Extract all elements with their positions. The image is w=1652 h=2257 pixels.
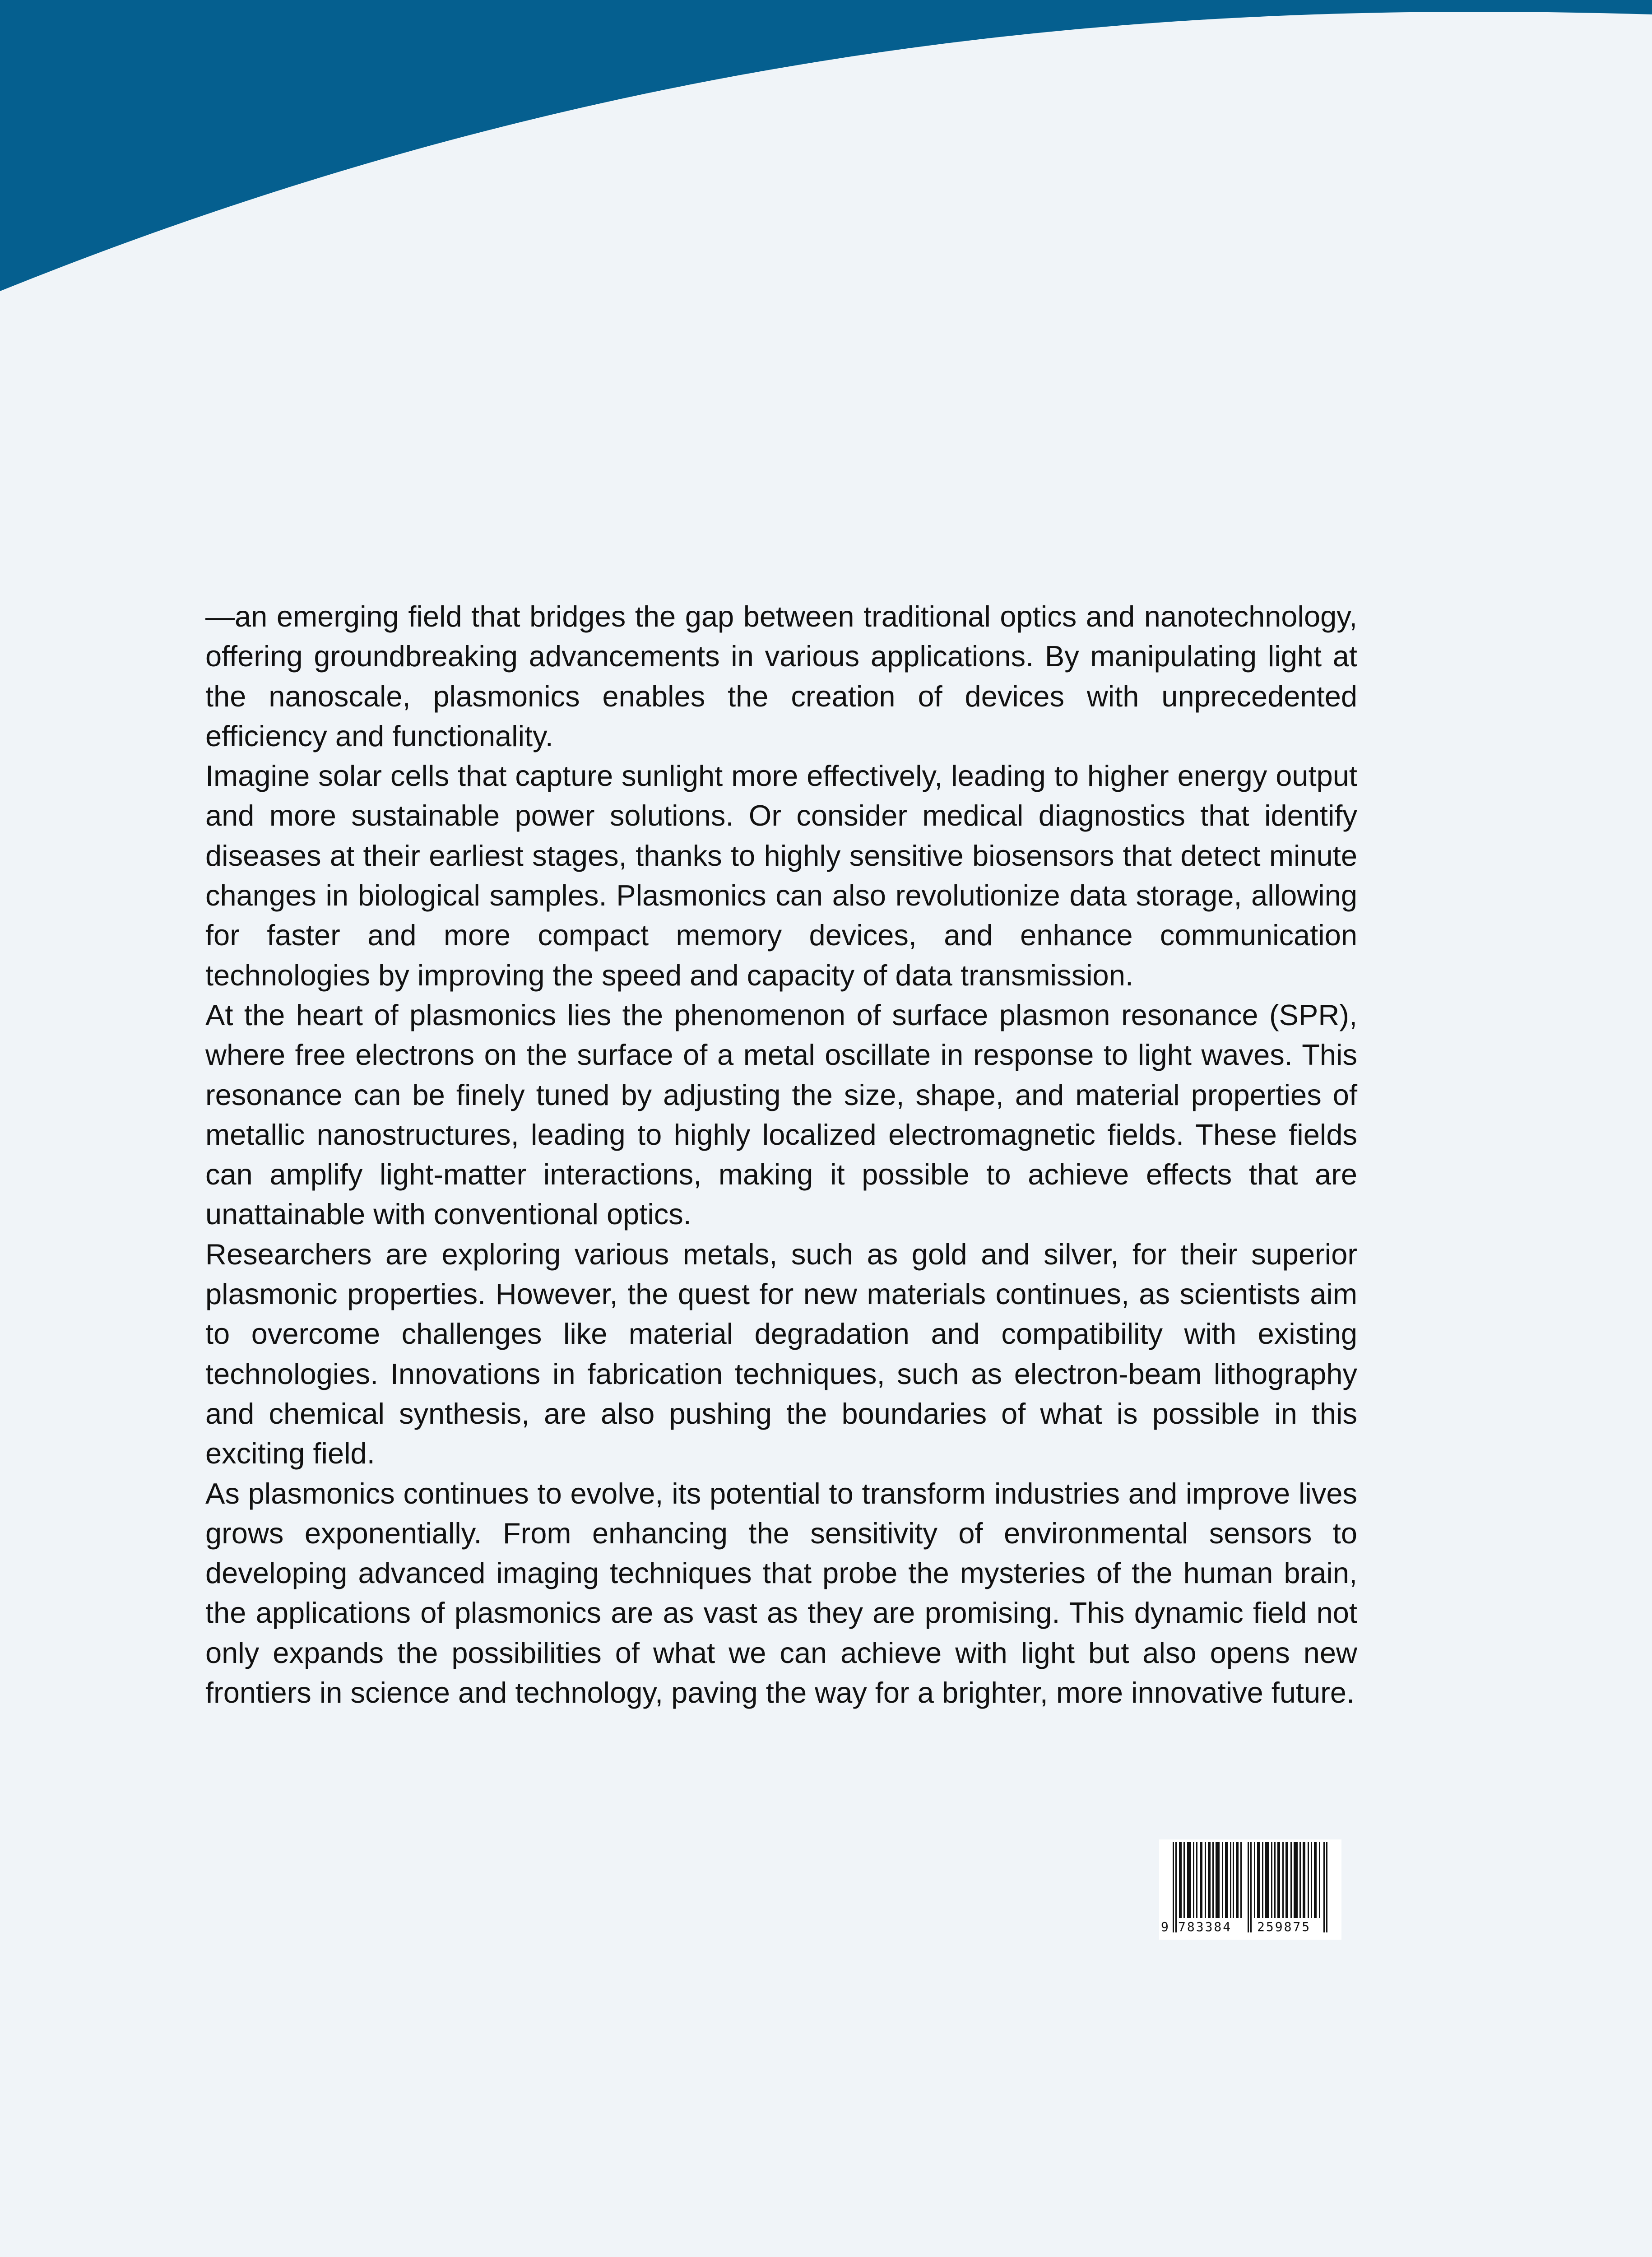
- header-wave-band: [0, 0, 1652, 307]
- paragraph-applications: Imagine solar cells that capture sunlight more effectively, leading to higher energy output and more sustainable power solutions. Or consider medical diagnostics that identify diseases at their earliest stages, thanks to highly sensitive biosensors that detect minute changes in biological samples. Plasmonics can also revolutionize data storage, allowing for faster and more compact memory devices, and enhance communication technologies by improving the speed and capacity of data transmission.: [205, 759, 1357, 992]
- barcode-first-digit: 9: [1161, 1919, 1169, 1934]
- header-wave-shape: [0, 0, 1652, 291]
- paragraph-intro: —an emerging field that bridges the gap between traditional optics and nanotechnology, offering groundbreaking advancements in various applications. By manipulating light at the nanoscale, plasmonics enables the creation of devices with unprecedented efficiency and functionality.: [205, 600, 1357, 752]
- isbn-barcode: [1159, 1839, 1341, 1940]
- paragraph-materials: Researchers are exploring various metals, such as gold and silver, for their superior plasmonic properties. However, the quest for new materials continues, as scientists aim to overcome challenges like material degradation and compatibility with existing technologies. Innovations in fabrication techniques, such as electron-beam lithography and chemical synthesis, are also pushing the boundaries of what is possible in this exciting field.: [205, 1237, 1357, 1470]
- barcode-right-digits: 259875: [1257, 1919, 1311, 1934]
- paragraph-spr: At the heart of plasmonics lies the phenomenon of surface plasmon resonance (SPR), where free electrons on the surface of a metal oscillate in response to light waves. This resonance can be finely tuned by adjusting the size, shape, and material properties of metallic nanostructures, leading to highly localized electromagnetic fields. These fields can amplify light-matter interactions, making it possible to achieve effects that are unattainable with conventional optics.: [205, 998, 1357, 1231]
- description-text: [205, 597, 1357, 1713]
- barcode-left-digits: 783384: [1178, 1919, 1232, 1934]
- paragraph-future: As plasmonics continues to evolve, its potential to transform industries and improve lives grows exponentially. From enhancing the sensitivity of environmental sensors to developing advanced imaging techniques that probe the mysteries of the human brain, the applications of plasmonics are as vast as they are promising. This dynamic field not only expands the possibilities of what we can achieve with light but also opens new frontiers in science and technology, paving the way for a brighter, more innovative future.: [205, 1477, 1357, 1709]
